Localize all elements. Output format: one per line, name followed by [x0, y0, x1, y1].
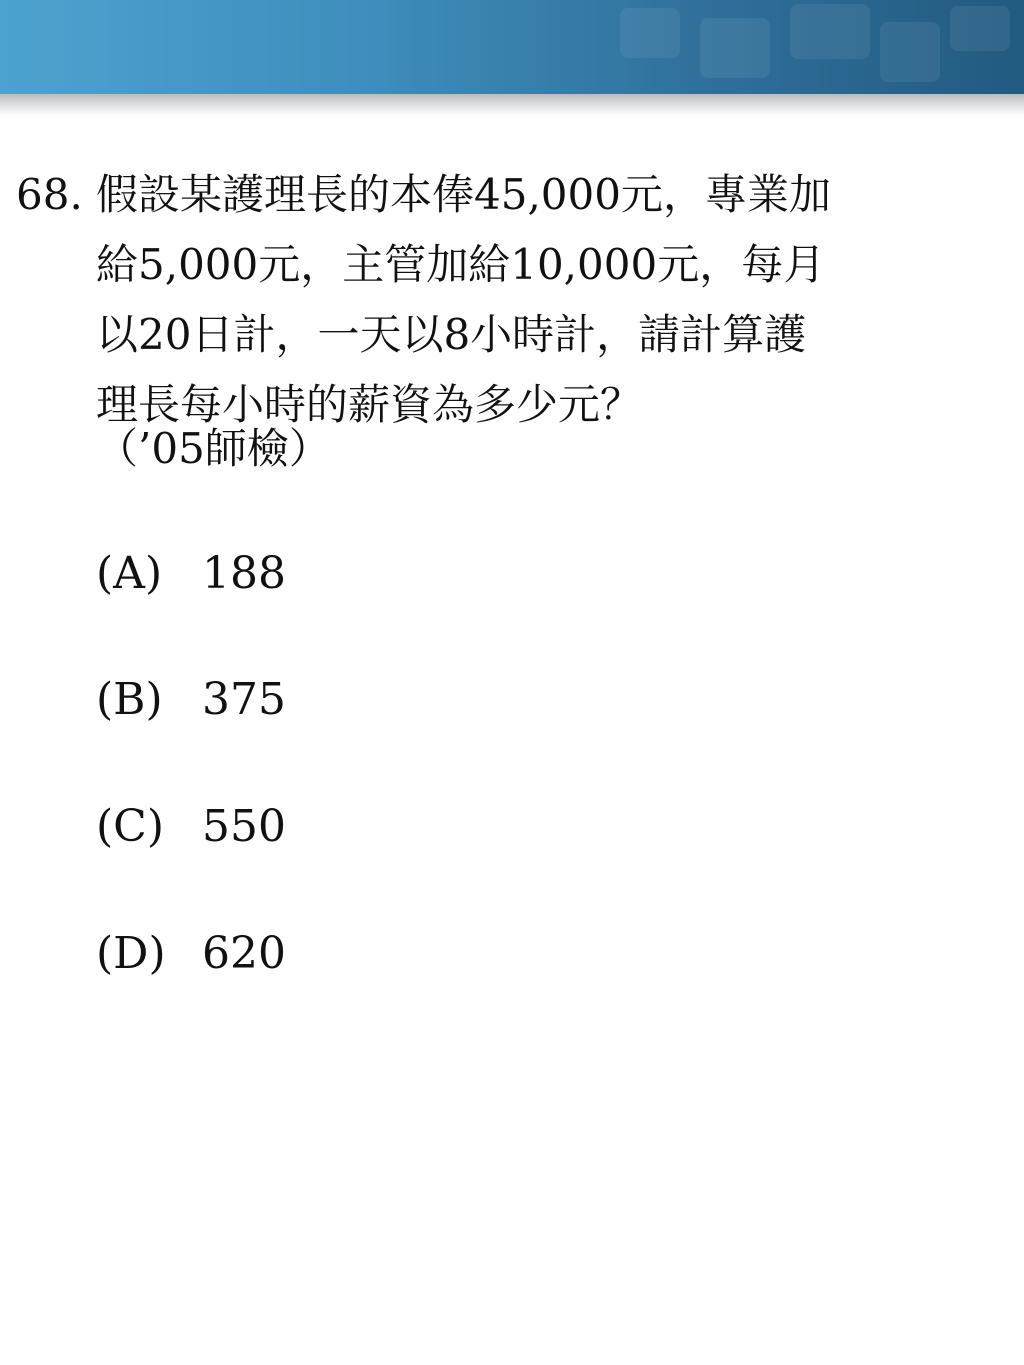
header-banner	[0, 0, 1024, 94]
option-value: 188	[202, 548, 286, 599]
option-label: (B)	[96, 674, 163, 725]
question-line	[16, 300, 1006, 370]
question-line-2: 給5,000元，主管加給10,000元，每月	[96, 240, 826, 289]
option-b[interactable]	[96, 670, 286, 730]
option-label: (D)	[96, 928, 166, 979]
question-line-1: 假設某護理長的本俸45,000元，專業加	[96, 170, 831, 219]
question-line-3: 以20日計，一天以8小時計，請計算護	[96, 310, 807, 359]
option-value: 375	[202, 674, 286, 725]
question-line	[16, 160, 1006, 230]
question-line-4: 理長每小時的薪資為多少元？	[96, 380, 643, 429]
header-shadow	[0, 94, 1024, 116]
option-c[interactable]	[96, 797, 286, 857]
option-value: 620	[202, 928, 286, 979]
option-d[interactable]	[96, 924, 286, 984]
question-line	[16, 230, 1006, 300]
option-value: 550	[202, 801, 286, 852]
question-number: 68.	[16, 170, 83, 219]
question-text	[16, 160, 1006, 440]
question-source: （’05師檢）	[96, 424, 331, 473]
option-label: (C)	[96, 801, 164, 852]
option-label: (A)	[96, 548, 163, 599]
option-a[interactable]	[96, 544, 286, 604]
